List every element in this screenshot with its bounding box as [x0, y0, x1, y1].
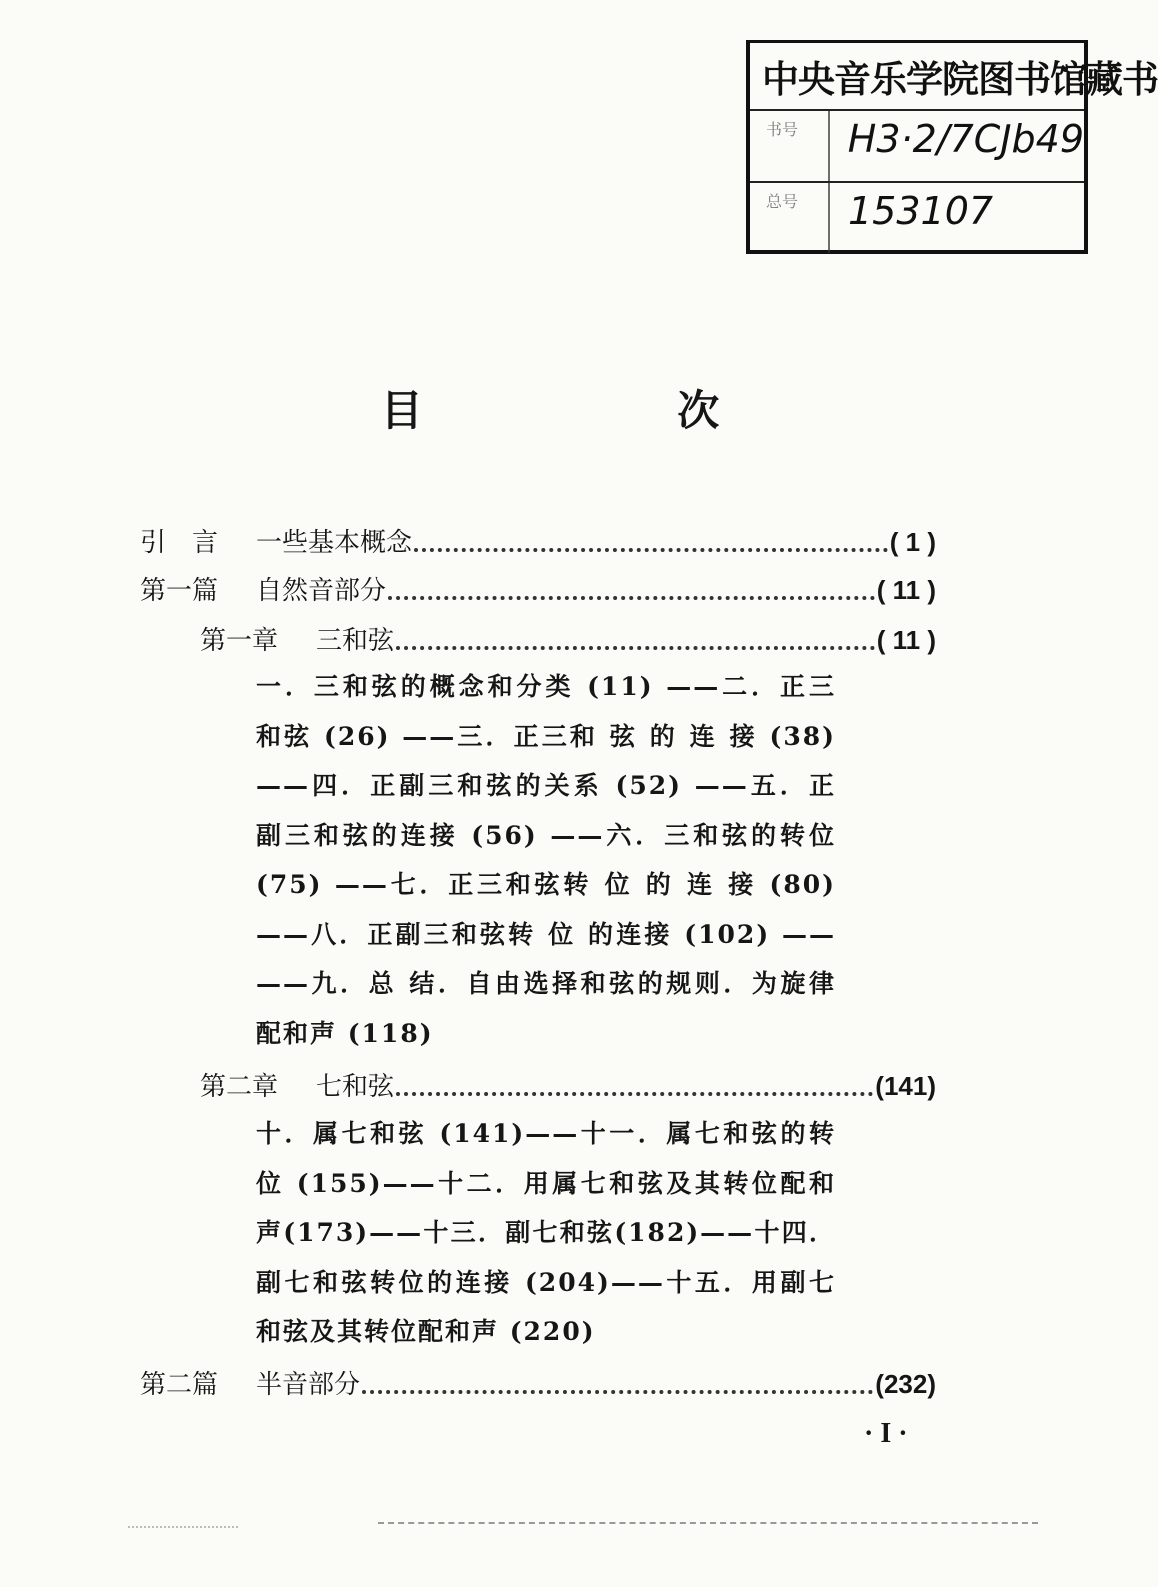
section-line: 副三和弦的连接 (56) ——六．三和弦的转位: [256, 820, 836, 850]
toc-entry-page: ( 1 ): [889, 527, 936, 557]
stamp-call-number: H3·2/7CJb49: [847, 117, 1084, 161]
dot-leader: [396, 1082, 873, 1096]
toc-entry-title: 半音部分: [256, 1370, 361, 1400]
section-line: (75) ——七．正三和弦转 位 的 连 接 (80): [256, 870, 836, 899]
section-line: 副七和弦转位的连接 (204)——十五．用副七: [256, 1267, 836, 1297]
toc-entry-title: 三和弦: [316, 626, 395, 656]
library-stamp: [746, 40, 1158, 254]
stamp-label-accession: 总号: [750, 183, 830, 253]
toc-entry-page: (141): [875, 1071, 936, 1101]
toc-entry-part-one[interactable]: [140, 570, 936, 607]
dot-leader: [396, 636, 875, 650]
page-title: 目 次: [380, 386, 840, 435]
chapter-one-sections: [256, 662, 836, 1058]
scan-artifact-line: [378, 1522, 1038, 1524]
toc-entry-title: 七和弦: [316, 1072, 395, 1102]
stamp-header: 中央音乐学院图书馆藏书: [750, 43, 1084, 111]
stamp-row-call-number: [750, 111, 1084, 183]
section-line: 位 (155)——十二．用属七和弦及其转位配和: [256, 1168, 836, 1198]
stamp-accession-number: 153107: [848, 189, 994, 233]
toc-entry-page: ( 11 ): [876, 625, 936, 655]
toc-entry-label: 引 言: [140, 528, 219, 558]
dot-leader: [414, 538, 888, 552]
section-line: 一．三和弦的概念和分类 (11) ——二．正三: [256, 672, 836, 701]
dot-leader: [362, 1380, 873, 1394]
toc-entry-label: 第一篇: [140, 576, 219, 606]
section-line: ——四．正副三和弦的关系 (52) ——五．正: [256, 771, 836, 800]
stamp-label-call-number: 书号: [750, 111, 830, 181]
toc-entry-part-two[interactable]: [140, 1364, 936, 1401]
scan-artifact-line: [128, 1526, 238, 1528]
toc-entry-chapter-one[interactable]: [200, 620, 936, 657]
toc-entry-chapter-two[interactable]: [200, 1066, 936, 1103]
section-line: ——九．总 结．自由选择和弦的规则．为旋律: [256, 969, 836, 998]
section-line: 十．属七和弦 (141)——十一．属七和弦的转: [256, 1119, 836, 1148]
toc-entry-page: ( 11 ): [876, 575, 936, 605]
section-line: ——八．正副三和弦转 位 的连接 (102) ——: [256, 919, 836, 949]
toc-entry-title: 一些基本概念: [256, 528, 413, 558]
toc-entry-title: 自然音部分: [256, 576, 387, 606]
page-folio: · I ·: [864, 1418, 908, 1449]
toc-entry-label: 第二篇: [140, 1370, 219, 1400]
toc-entry-label: 第一章: [200, 626, 279, 656]
toc-entry-label: 第二章: [200, 1072, 279, 1102]
chapter-two-sections: [256, 1109, 836, 1357]
toc-entry-introduction[interactable]: [140, 522, 936, 559]
section-line: 配和声 (118): [256, 1018, 434, 1048]
section-line: 声(173)——十三．副七和弦(182)——十四．: [256, 1218, 836, 1247]
toc-entry-page: (232): [875, 1369, 936, 1399]
section-line: 和弦及其转位配和声 (220): [256, 1317, 596, 1346]
stamp-row-accession: [750, 183, 1084, 253]
section-line: 和弦 (26) ——三．正三和 弦 的 连 接 (38): [256, 721, 836, 751]
dot-leader: [388, 586, 875, 600]
